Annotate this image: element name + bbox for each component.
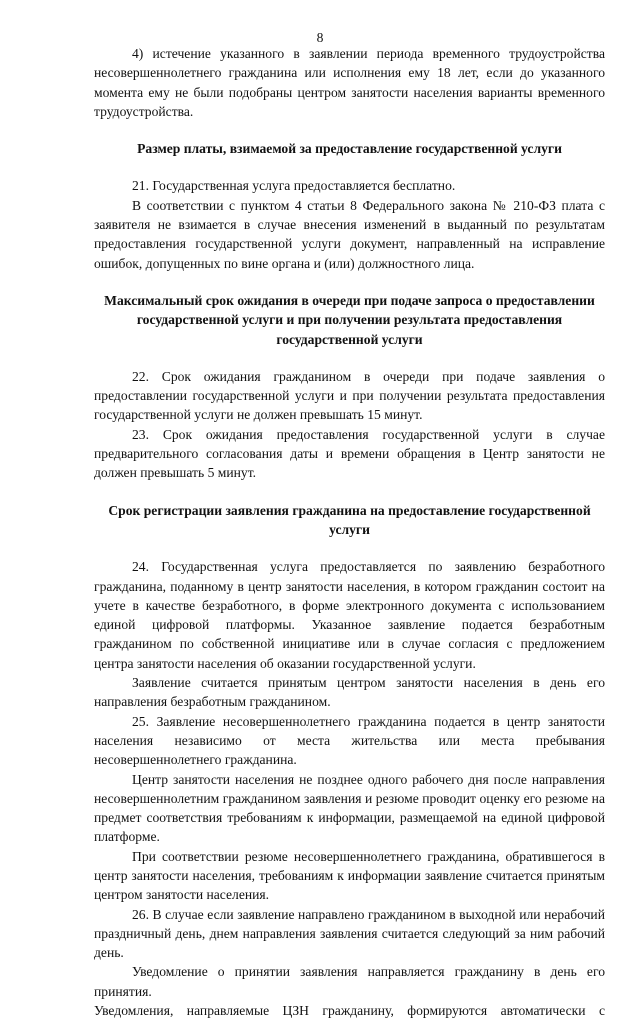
paragraph-24: 24. Государственная услуга предоставляется по заявлению безработного гражданина, поданному в центр занятости населения, в котором гражданин состоит на учете в качестве безработного, в форме электронного документа с использованием единой цифровой платформы. Указанное заявление подается безработным гражданином по собственной инициативе или в случае согласия с предложением центра занятости населения об оказании государственной услуги. <box>94 559 605 671</box>
heading-queue-time: Максимальный срок ожидания в очереди при подаче запроса о предоставлении государственной услуги и при получении результата предоставления государственной услуги <box>104 292 595 347</box>
heading-registration-time: Срок регистрации заявления гражданина на предоставление государственной услуги <box>108 502 591 537</box>
paragraph-25: 25. Заявление несовершеннолетнего гражданина подается в центр занятости населения независимо от места жительства или места пребывания несовершеннолетнего гражданина. <box>94 713 605 768</box>
paragraph-resume-check: Центр занятости населения не позднее одного рабочего дня после направления несовершеннолетним гражданином заявления и резюме проводит оценку его резюме на предмет соответствия требованиям к информации, размещаемой на единой цифровой платформе. <box>94 771 605 845</box>
paragraph-fee-details: В соответствии с пунктом 4 статьи 8 Федерального закона № 210-ФЗ плата с заявителя не взимается в случае внесения изменений в выданный по результатам предоставления государственной услуги документ, направленный на исправление ошибок, допущенных по вине органа и (или) должностного лица. <box>94 197 605 271</box>
page-number: 8 <box>316 30 324 45</box>
paragraph-26: 26. В случае если заявление направлено гражданином в выходной или нерабочий праздничный день, днем направления заявления считается следующий за ним рабочий день. <box>94 906 605 961</box>
paragraph-notification: Уведомление о принятии заявления направляется гражданину в день его принятия. <box>94 964 605 999</box>
paragraph-21: 21. Государственная услуга предоставляется бесплатно. <box>132 178 456 194</box>
paragraph-23: 23. Срок ожидания предоставления государственной услуги в случае предварительного согласования даты и времени обращения в Центр занятости не должен превышать 5 минут. <box>94 426 605 481</box>
paragraph-accepted: Заявление считается принятым центром занятости населения в день его направления безработным гражданином. <box>94 675 605 710</box>
document-body <box>94 44 605 1020</box>
heading-fee: Размер платы, взимаемой за предоставление государственной услуги <box>137 141 562 157</box>
paragraph-item-4: 4) истечение указанного в заявлении периода временного трудоустройства несовершеннолетнего гражданина или исполнения ему 18 лет, если до указанного момента ему не были подобраны центром занятости населения варианты временного трудоустройства. <box>94 46 605 119</box>
paragraph-notification-auto: Уведомления, направляемые ЦЗН гражданину, формируются автоматически с <box>94 1003 605 1019</box>
paragraph-22: 22. Срок ожидания гражданином в очереди при подаче заявления о предоставлении государственной услуги и при получении результата предоставления государственной услуги не должен превышать 15 минут. <box>94 368 605 423</box>
paragraph-resume-accepted: При соответствии резюме несовершеннолетнего гражданина, обратившегося в центр занятости населения, требованиям к информации заявление считается принятым центром занятости населения. <box>94 848 605 903</box>
